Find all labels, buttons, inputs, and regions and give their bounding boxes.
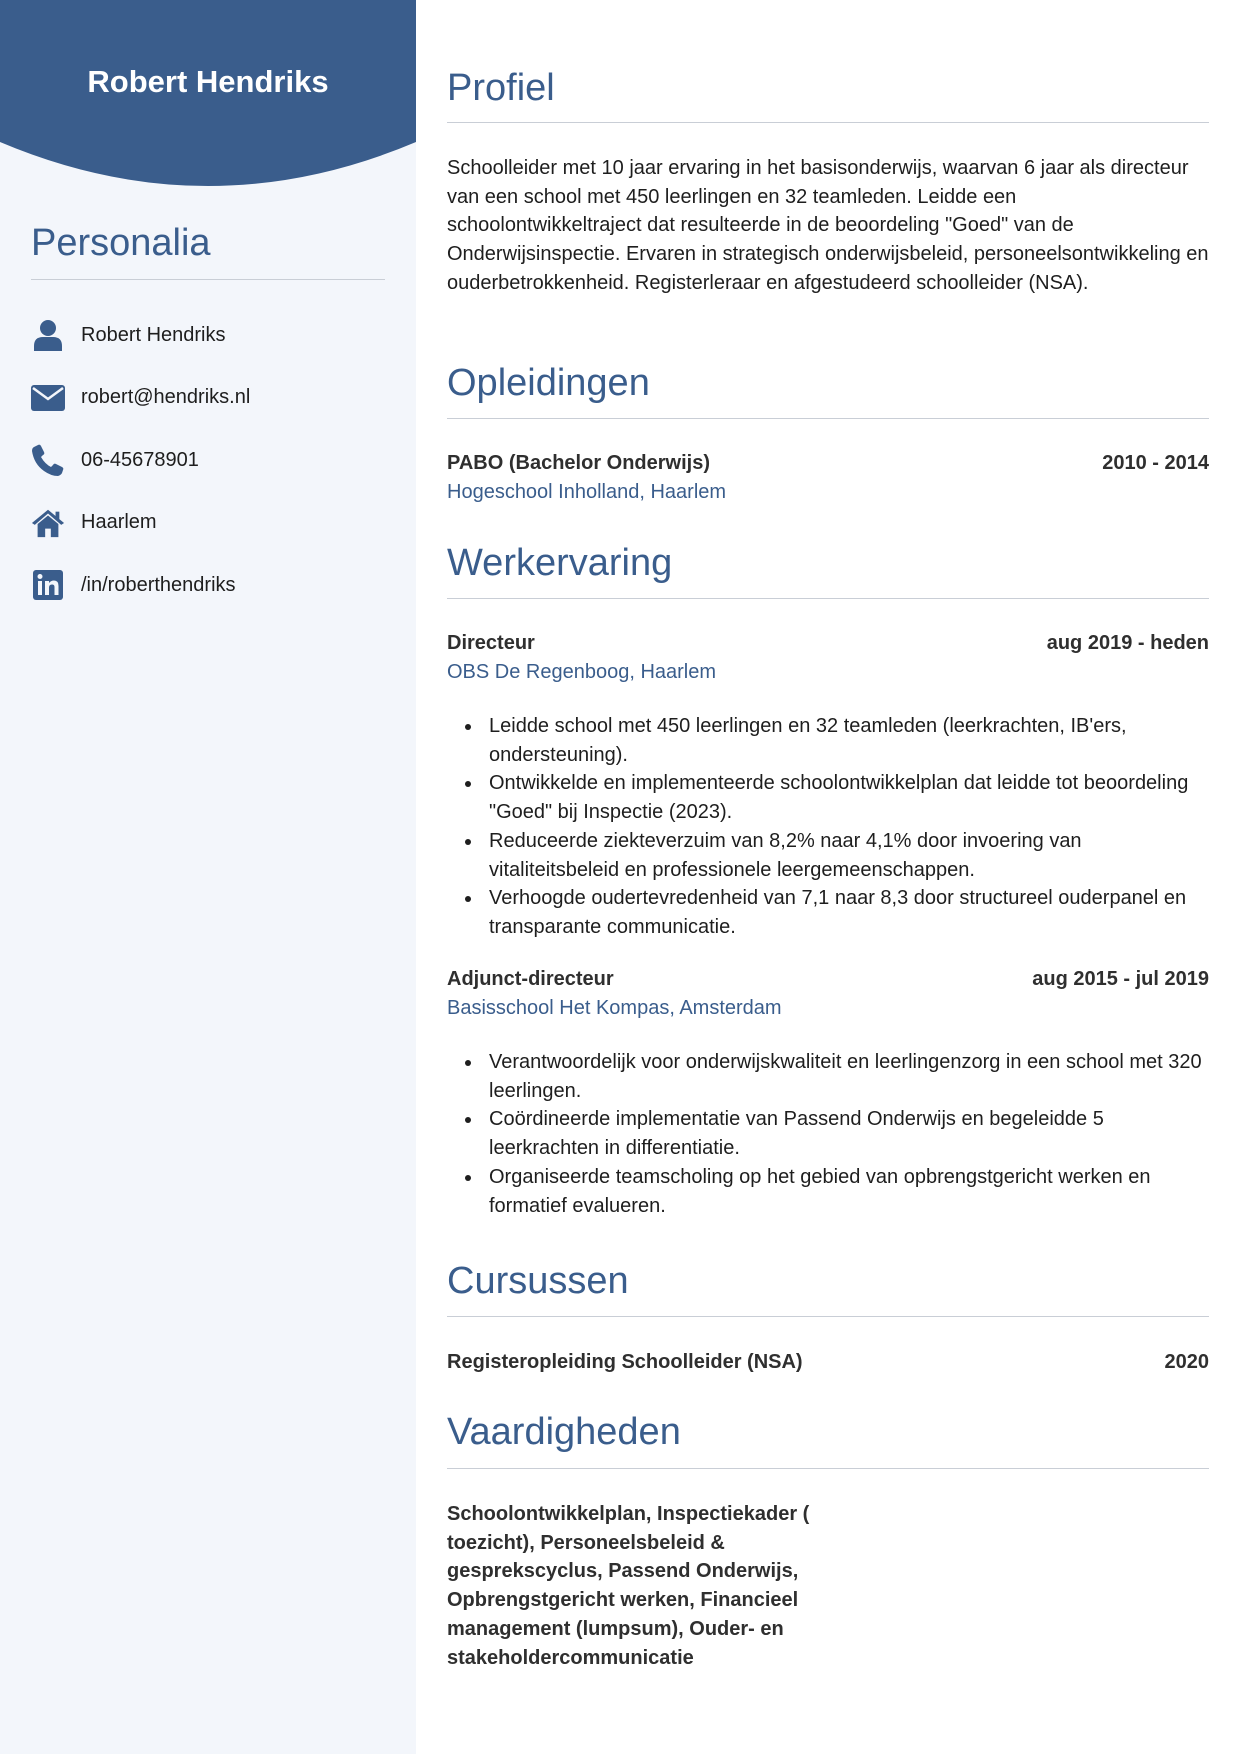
- job-bullets: [447, 1048, 1209, 1220]
- job-header: [447, 632, 1209, 655]
- job-role: Adjunct-directeur: [447, 968, 614, 990]
- sidebar-header: [0, 0, 416, 186]
- job-bullet: Verhoogde oudertevredenheid van 7,1 naar 8,3 door structureel ouderpanel en transparante communicatie.: [447, 884, 1209, 941]
- vaardigheden-title: Vaardigheden: [447, 1411, 681, 1453]
- profiel-text: Schoolleider met 10 jaar ervaring in het basisonderwijs, waarvan 6 jaar als directeur van een school met 450 leerlingen en 32 teamleden. Leidde een schoolontwikkeltraject dat resulteerde in de beoordeling "Goed" van de Onderwijsinspectie. Ervaren in strategisch onderwijsbeleid, personeelsontwikkeling en ouderbetrokkenheid. Registerleraar en afgestudeerd schoolleider (NSA).: [447, 157, 1209, 294]
- course-name: Registeropleiding Schoolleider (NSA): [447, 1351, 803, 1373]
- contact-phone[interactable]: [31, 429, 391, 492]
- contact-name: [31, 304, 391, 367]
- envelope-icon: [31, 381, 65, 415]
- contact-email-text[interactable]: robert@hendriks.nl: [81, 386, 251, 409]
- opleidingen-title: Opleidingen: [447, 362, 650, 404]
- personalia-title: Personalia: [31, 222, 211, 264]
- contact-location-text: Haarlem: [81, 511, 157, 534]
- job-dates: aug 2015 - jul 2019: [1032, 968, 1209, 990]
- skills-text: Schoolontwikkelplan, Inspectiekader ( toezicht), Personeelsbeleid & gesprekscyclus, Passend Onderwijs, Opbrengstgericht werken, Financieel management (lumpsum), Ouder- en stakeholdercommunicatie: [447, 1503, 810, 1669]
- job-bullet: Coördineerde implementatie van Passend Onderwijs en begeleidde 5 leerkrachten in differentiatie.: [447, 1105, 1209, 1162]
- job-entry: [447, 632, 1209, 942]
- job-bullet: Ontwikkelde en implementeerde schoolontwikkelplan dat leidde tot beoordeling "Goed" bij Inspectie (2023).: [447, 769, 1209, 826]
- phone-icon: [31, 443, 65, 477]
- cursussen-divider: [447, 1316, 1209, 1317]
- course-year: 2020: [1164, 1351, 1209, 1373]
- job-bullet: Leidde school met 450 leerlingen en 32 teamleden (leerkrachten, IB'ers, ondersteuning).: [447, 712, 1209, 769]
- job-organization: OBS De Regenboog, Haarlem: [447, 661, 717, 683]
- job-organization: Basisschool Het Kompas, Amsterdam: [447, 997, 782, 1019]
- personalia-divider: [31, 279, 385, 280]
- education-entry: [447, 452, 1209, 504]
- contact-linkedin-text[interactable]: /in/roberthendriks: [81, 573, 236, 596]
- education-header: [447, 452, 1209, 475]
- contact-email[interactable]: [31, 367, 391, 430]
- contact-name-text: Robert Hendriks: [81, 323, 226, 346]
- werkervaring-title: Werkervaring: [447, 542, 673, 584]
- vaardigheden-divider: [447, 1468, 1209, 1469]
- profiel-divider: [447, 122, 1209, 123]
- home-icon: [31, 506, 65, 540]
- contact-list: [31, 304, 391, 617]
- cursussen-title: Cursussen: [447, 1260, 629, 1302]
- education-dates: 2010 - 2014: [1102, 452, 1209, 474]
- job-header: [447, 968, 1209, 991]
- job-bullet: Reduceerde ziekteverzuim van 8,2% naar 4,1% door invoering van vitaliteitsbeleid en professionele leergemeenschappen.: [447, 827, 1209, 884]
- sidebar: [0, 0, 416, 1754]
- linkedin-icon: [31, 568, 65, 602]
- werkervaring-divider: [447, 598, 1209, 599]
- contact-phone-text[interactable]: 06-45678901: [81, 448, 199, 471]
- education-degree: PABO (Bachelor Onderwijs): [447, 452, 711, 474]
- job-bullet: Verantwoordelijk voor onderwijskwaliteit en leerlingenzorg in een school met 320 leerlingen.: [447, 1048, 1209, 1105]
- job-dates: aug 2019 - heden: [1046, 632, 1209, 654]
- candidate-name: Robert Hendriks: [87, 64, 329, 99]
- job-bullets: [447, 712, 1209, 942]
- user-icon: [31, 318, 65, 352]
- profiel-title: Profiel: [447, 67, 555, 109]
- opleidingen-divider: [447, 418, 1209, 419]
- course-entry: [447, 1351, 1209, 1374]
- contact-location: [31, 492, 391, 555]
- contact-linkedin[interactable]: [31, 554, 391, 617]
- job-bullet: Organiseerde teamscholing op het gebied van opbrengstgericht werken en formatief evalueren.: [447, 1163, 1209, 1220]
- education-school: Hogeschool Inholland, Haarlem: [447, 481, 727, 503]
- job-entry: [447, 968, 1209, 1220]
- job-role: Directeur: [447, 632, 535, 654]
